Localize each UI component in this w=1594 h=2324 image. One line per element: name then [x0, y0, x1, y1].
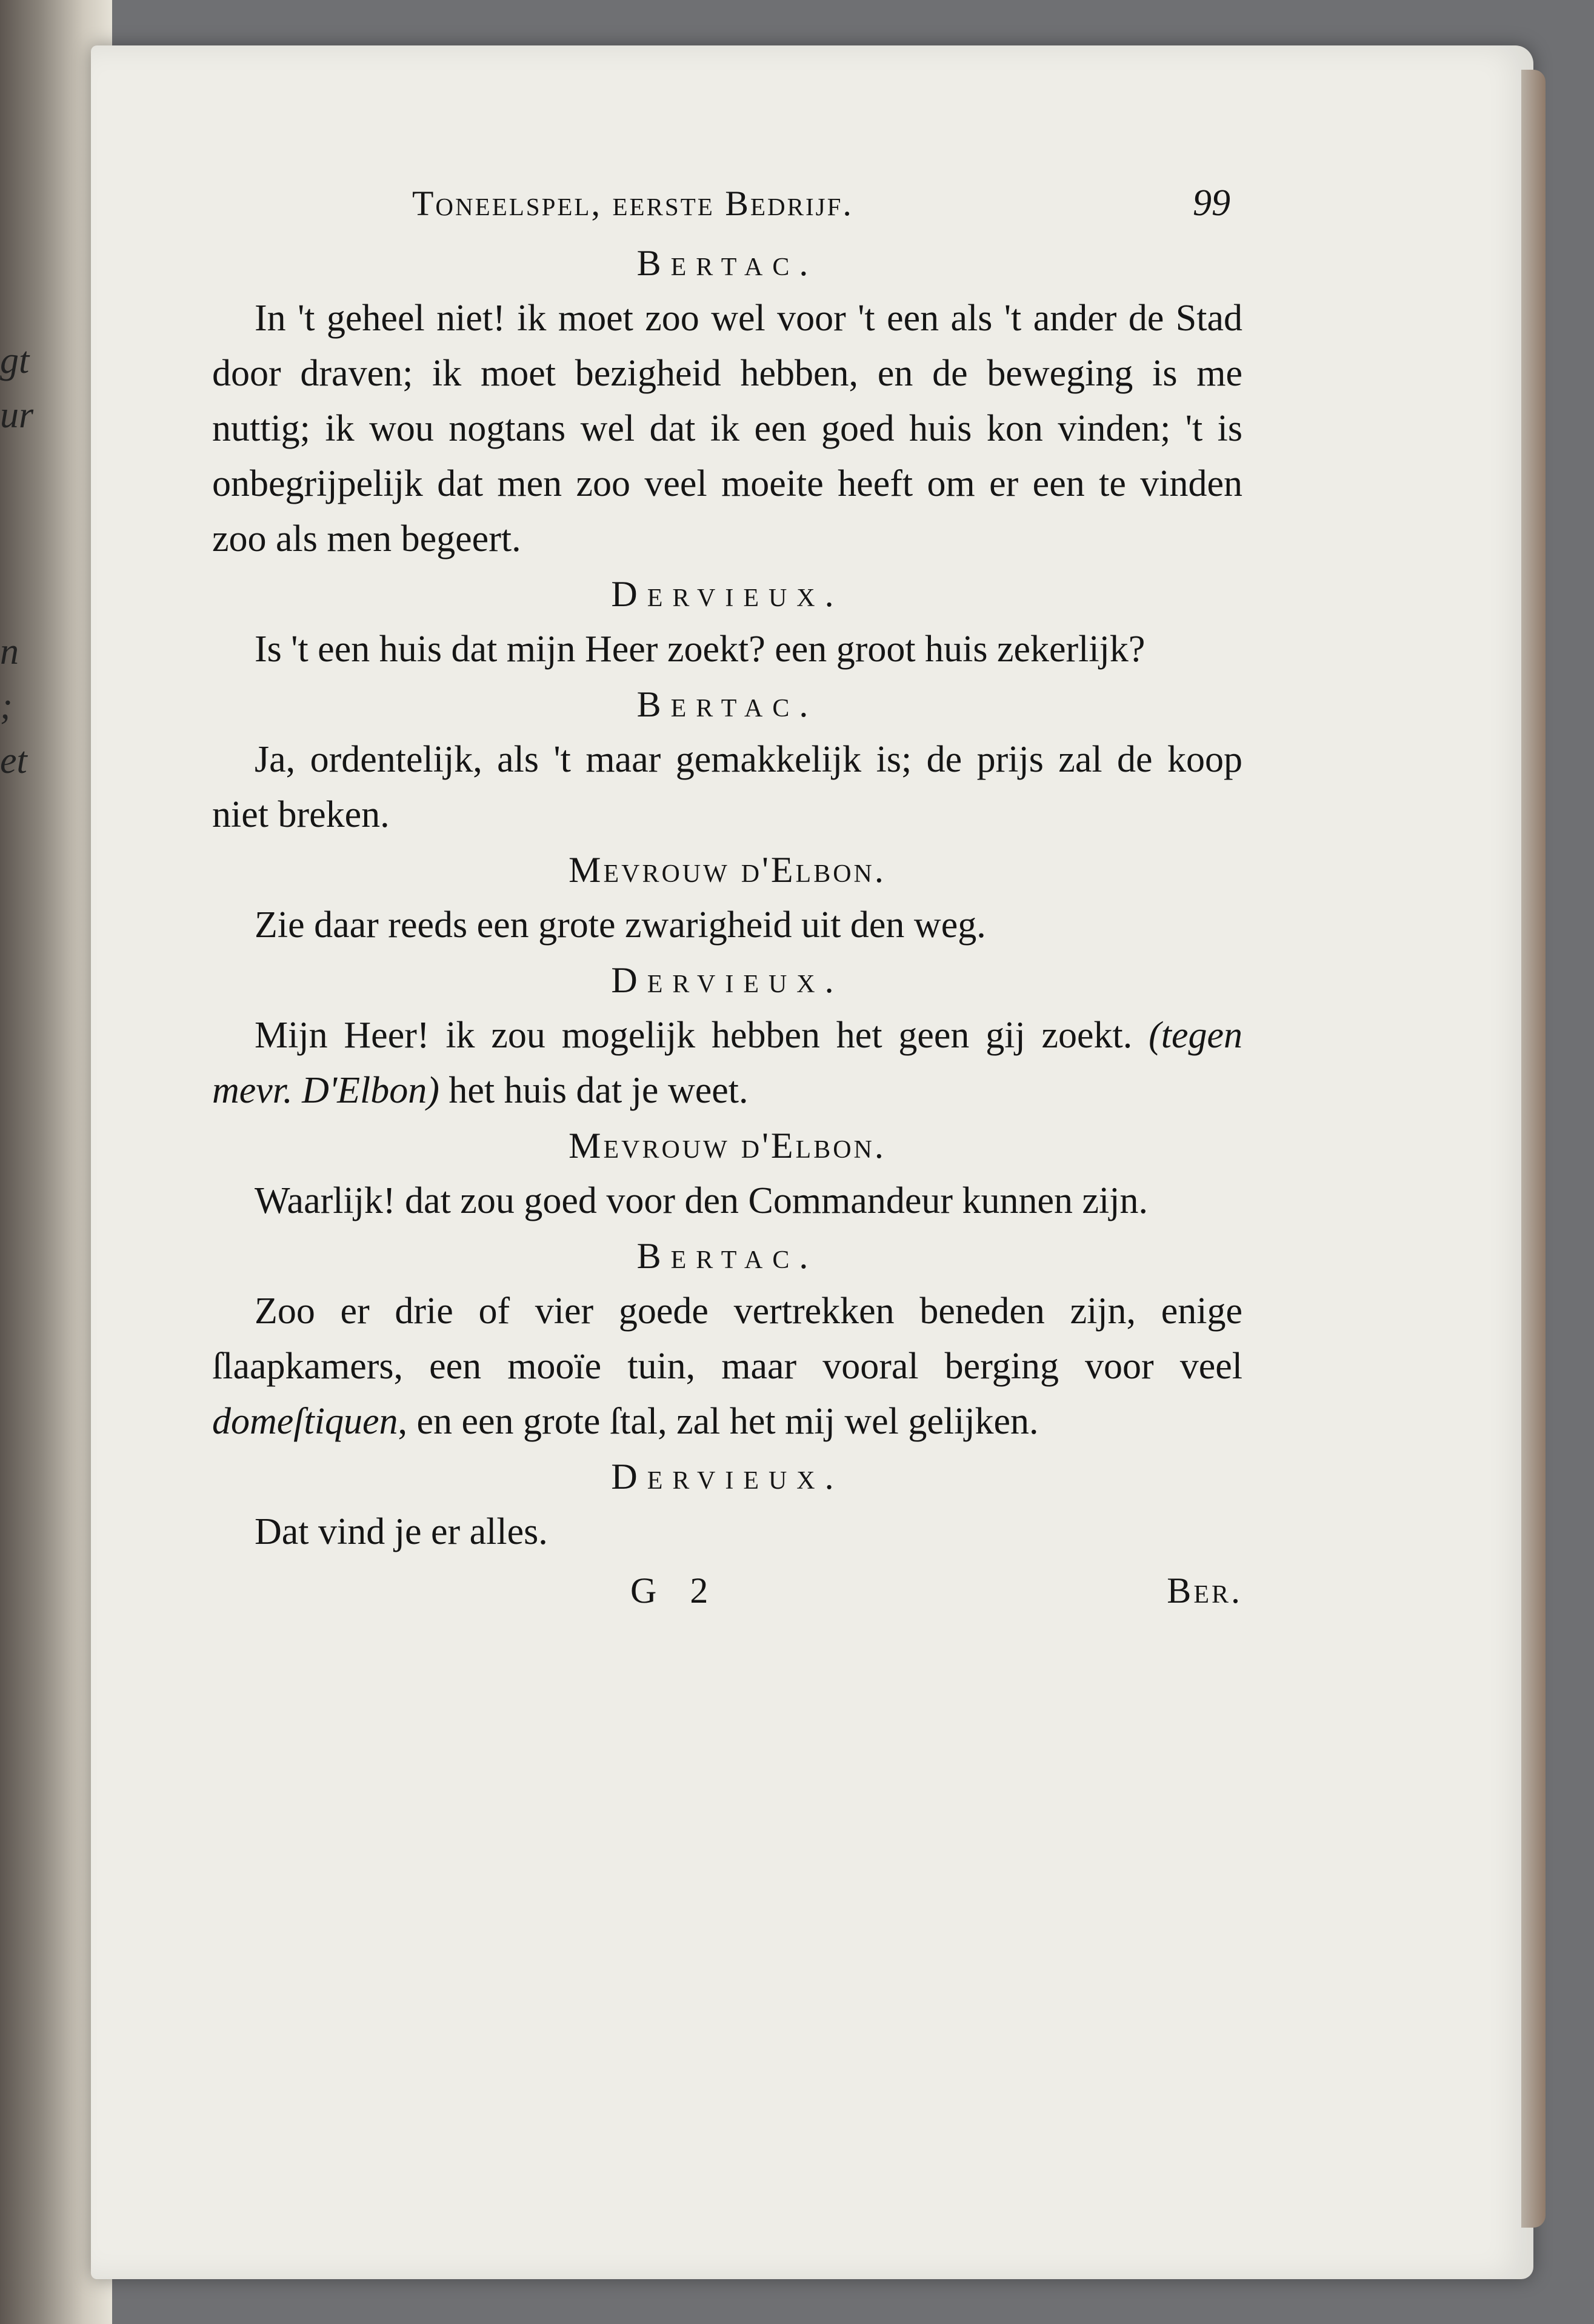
speaker-name: Dervieux.: [611, 574, 844, 614]
speaker-name: Dervieux.: [611, 960, 844, 1000]
speech-segment: Zoo er drie of vier goede vertrekken beneden zijn, enige ſlaapkamers, een mooïe tuin, maar vooral berging voor veel: [212, 1291, 1242, 1387]
speech-segment: Mijn Heer! ik zou mogelijk hebben het geen gij zoekt.: [255, 1015, 1149, 1056]
speech-text: [212, 1008, 1242, 1118]
facing-page-fragment: gt: [0, 340, 30, 381]
speech-segment: het huis dat je weet.: [439, 1070, 749, 1111]
dialogue: [212, 236, 1242, 1560]
speech-segment: Is 't een huis dat mijn Heer zoekt? een groot huis zekerlijk?: [255, 629, 1145, 670]
speech-segment: Dat vind je er alles.: [255, 1511, 548, 1552]
italic-text: (tegen mevr. D'Elbon): [212, 1015, 1242, 1111]
page-text: [212, 176, 1242, 1618]
page-number: 99: [1193, 182, 1230, 224]
catchword: Ber.: [1167, 1571, 1242, 1611]
page-edge: [1521, 70, 1546, 2228]
italic-text: domeſtiquen: [212, 1401, 398, 1442]
speaker-name: Mevrouw d'Elbon.: [569, 1126, 886, 1166]
speaker-name: Mevrouw d'Elbon.: [569, 850, 886, 890]
facing-page-fragment: ur: [0, 395, 34, 436]
speaker-name: Bertac.: [636, 684, 818, 724]
facing-page-fragment: n: [0, 631, 19, 672]
speech-segment: In 't geheel niet! ik moet zoo wel voor 't een als 't ander de Stad door draven; ik moet bezigheid hebben, en de beweging is me nuttig; ik wou nogtans wel dat ik een goed huis kon vinden; 't is onbegrijpelijk dat men zoo veel moeite heeft om er een te vinden zoo als men begeert.: [212, 298, 1242, 559]
speech-text: [212, 1174, 1242, 1229]
speech-segment: Waarlijk! dat zou goed voor den Commandeur kunnen zijn.: [255, 1180, 1148, 1221]
speaker-name: Bertac.: [636, 1236, 818, 1276]
page-footer: [212, 1563, 1242, 1618]
speech-segment: Zie daar reeds een grote zwarigheid uit den weg.: [255, 904, 986, 946]
speech-text: [212, 1504, 1242, 1560]
speech-text: [212, 1284, 1242, 1449]
speech-text: [212, 291, 1242, 567]
facing-page-fragment: ;: [0, 686, 13, 727]
speech-text: [212, 732, 1242, 843]
speaker-name: Dervieux.: [611, 1457, 844, 1497]
running-header: [212, 176, 1242, 231]
speech-text: [212, 898, 1242, 953]
signature-mark: G 2: [630, 1571, 721, 1611]
speech-segment: , en een grote ſtal, zal het mij wel gelijken.: [398, 1401, 1039, 1442]
running-title: Toneelspel, eerste Bedrijf.: [412, 184, 853, 223]
book-page: [91, 45, 1533, 2279]
speaker-name: Bertac.: [636, 243, 818, 283]
speech-text: [212, 622, 1242, 677]
speech-segment: Ja, ordentelijk, als 't maar gemakkelijk is; de prijs zal de koop niet breken.: [212, 739, 1242, 835]
facing-page-fragment: et: [0, 740, 27, 781]
